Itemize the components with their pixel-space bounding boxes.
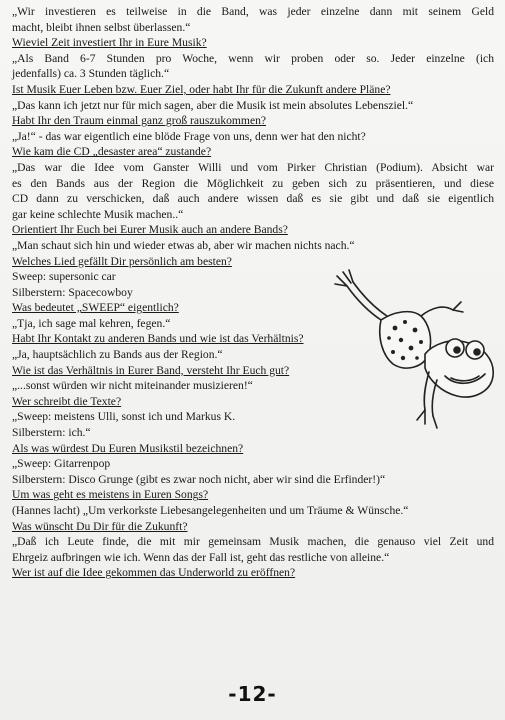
interview-answer: es den Bands aus der Region die Möglichkeit zu geben sich zu präsentieren, und diese (12, 176, 494, 190)
interview-answer: macht, bleibt ihnen selbst überlassen.“ (12, 20, 191, 34)
interview-answer: (Hannes lacht) „Um verkorkste Liebesangelegenheiten und um Träume & Wünsche.“ (12, 504, 409, 517)
interview-question: Als was würdest Du Euren Musikstil bezeichnen? (12, 441, 244, 455)
interview-answer: Silberstern: ich.“ (12, 426, 91, 440)
interview-answer: „Ja!“ - das war eigentlich eine blöde Frage von uns, denn wer hat den nicht? (12, 129, 366, 143)
interview-answer: Sweep: supersonic car (12, 270, 116, 284)
interview-answer: „Man schaut sich hin und wieder etwas ab, aber wir machen nichts nach.“ (12, 238, 355, 252)
interview-question: Wie ist das Verhältnis in Eurer Band, versteht Ihr Euch gut? (12, 363, 290, 377)
interview-answer: „Das war die Idee vom Ganster Willi und vom Pirker Christian (Podium). Absicht war (12, 160, 494, 174)
interview-answer: CD dann zu verschicken, daß auch andere wissen daß es sie gibt und daß sie eigentlich (12, 192, 494, 206)
interview-answer: „Sweep: Gitarrenpop (12, 457, 111, 471)
frog-cartoon-icon (333, 268, 503, 433)
interview-answer: Silberstern: Spacecowboy (12, 285, 133, 299)
interview-question: Um was geht es meistens in Euren Songs? (12, 488, 209, 502)
interview-question: Orientiert Ihr Euch bei Eurer Musik auch an andere Bands? (12, 223, 288, 237)
interview-answer: „Daß ich Leute finde, die mit mir gemeinsam Musik machen, die genauso viel Zeit und (12, 535, 494, 549)
interview-question: Was bedeutet „SWEEP“ eigentlich? (12, 301, 179, 315)
interview-question: Wer ist auf die Idee gekommen das Underworld zu eröffnen? (12, 566, 296, 580)
interview-answer: „Als Band 6-7 Stunden pro Woche, wenn wir proben oder so. Jeder einzelne (ich (12, 51, 494, 65)
interview-question: Welches Lied gefällt Dir persönlich am besten? (12, 254, 232, 268)
interview-answer: „Sweep: meistens Ulli, sonst ich und Markus K. (12, 410, 236, 424)
interview-question: Habt Ihr Kontakt zu anderen Bands und wie ist das Verhältnis? (12, 332, 304, 346)
interview-answer: „Das kann ich jetzt nur für mich sagen, aber die Musik ist mein absolutes Lebensziel.“ (12, 98, 414, 112)
interview-answer: Ehrgeiz aufbringen wie ich. Wenn das der Fall ist, geht das restliche von alleine.“ (12, 550, 390, 564)
interview-answer: „Wir investieren es teilweise in die Band, was jeder einzelne dann mit seinem Geld (12, 5, 494, 18)
interview-answer: jedenfalls) ca. 3 Stunden täglich.“ (12, 67, 170, 81)
interview-answer: „Ja, hauptsächlich zu Bands aus der Region.“ (12, 348, 223, 362)
interview-answer: Silberstern: Disco Grunge (gibt es zwar noch nicht, aber wir sind die Erfinder!)“ (12, 472, 386, 486)
page-number: -12- (228, 682, 277, 706)
interview-question: Wer schreibt die Texte? (12, 394, 122, 408)
interview-question: Wieviel Zeit investiert Ihr in Eure Musik? (12, 36, 207, 50)
interview-answer: „Tja, ich sage mal kehren, fegen.“ (12, 316, 171, 330)
interview-answer: gar keine schlechte Musik machen..“ (12, 207, 184, 221)
interview-answer: „...sonst würden wir nicht miteinander musizieren!“ (12, 379, 253, 393)
interview-question: Was wünscht Du Dir für die Zukunft? (12, 519, 188, 533)
interview-question: Habt Ihr den Traum einmal ganz groß rauszukommen? (12, 114, 267, 128)
interview-question: Wie kam die CD „desaster area“ zustande? (12, 145, 212, 159)
interview-question: Ist Musik Euer Leben bzw. Euer Ziel, oder habt Ihr für die Zukunft andere Pläne? (12, 82, 391, 96)
